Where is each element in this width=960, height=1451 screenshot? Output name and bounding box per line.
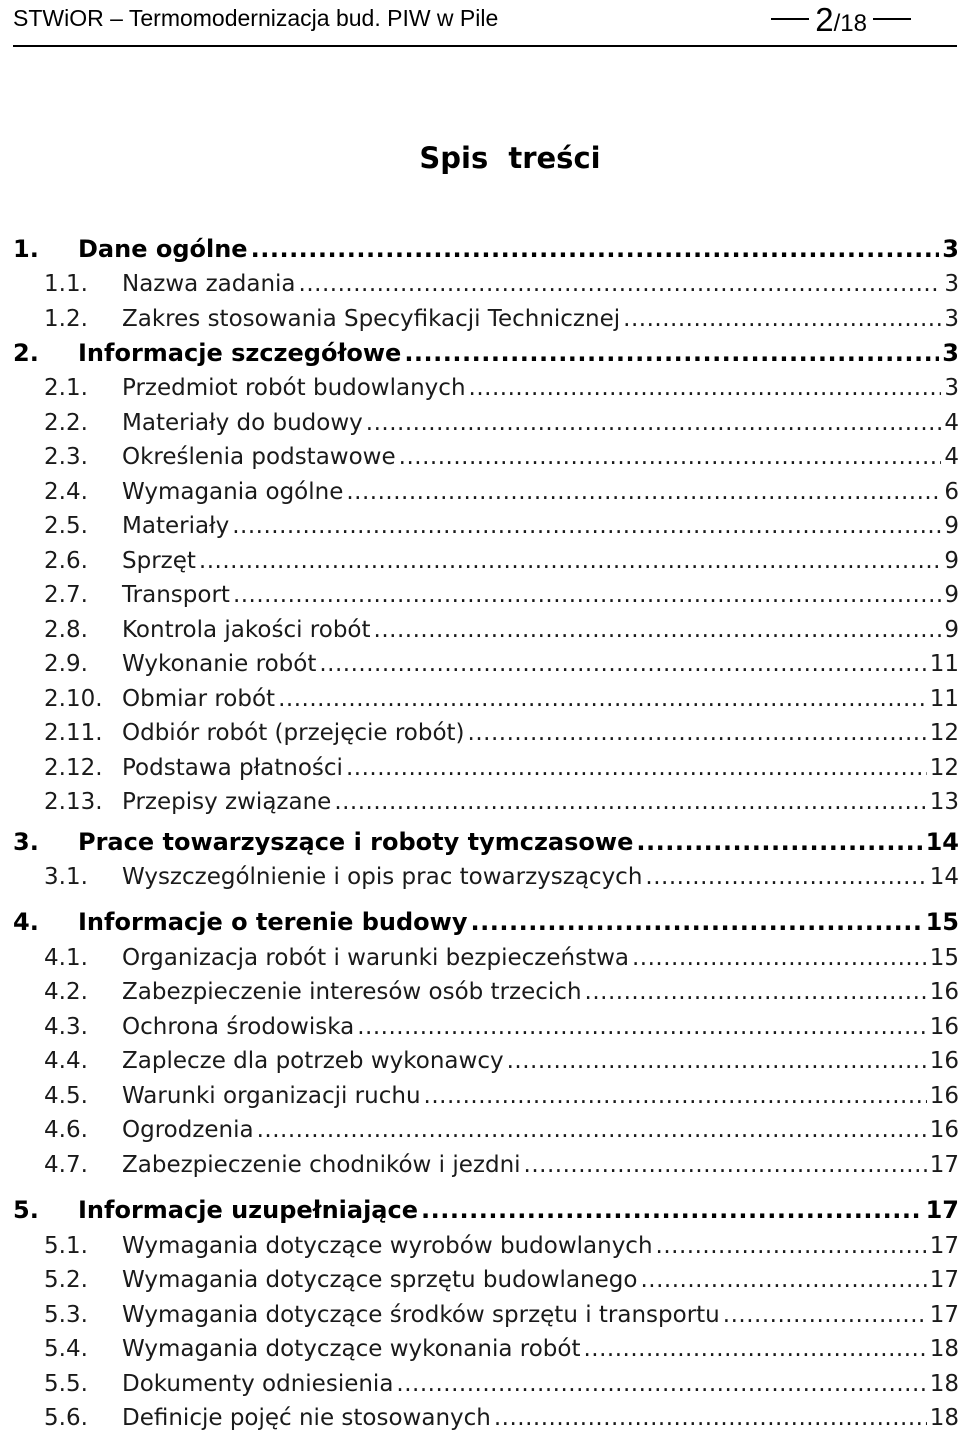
toc-entry-page: 16 xyxy=(929,1048,959,1074)
toc-entry-number: 4.1. xyxy=(44,945,88,971)
toc-entry-page: 17 xyxy=(929,1233,959,1259)
toc-entry-page: 15 xyxy=(925,908,959,936)
toc-leader-dots xyxy=(723,1302,927,1328)
toc-entry[interactable] xyxy=(13,436,959,470)
toc-entry-page: 18 xyxy=(929,1336,959,1362)
toc-leader-dots xyxy=(257,1117,927,1143)
toc-entry-page: 3 xyxy=(942,235,959,263)
toc-leader-dots xyxy=(507,1048,927,1074)
toc-entry-title: Kontrola jakości robót xyxy=(122,617,371,643)
toc-leader-dots xyxy=(468,720,927,746)
toc-entry[interactable] xyxy=(13,1109,959,1143)
toc-entry[interactable] xyxy=(13,1397,959,1431)
toc-entry-title: Materiały do budowy xyxy=(122,410,363,436)
toc-entry-number: 4. xyxy=(13,908,39,936)
toc-entry-title: Wymagania dotyczące wyrobów budowlanych xyxy=(122,1233,653,1259)
toc-entry-page: 3 xyxy=(944,375,959,401)
toc-entry-number: 2.4. xyxy=(44,479,88,505)
toc-entry-title: Informacje szczegółowe xyxy=(78,339,402,367)
toc-entry[interactable] xyxy=(13,1259,959,1293)
toc-entry-title: Określenia podstawowe xyxy=(122,444,396,470)
toc-leader-dots xyxy=(251,235,940,263)
toc-entry-page: 6 xyxy=(944,479,959,505)
toc-entry[interactable] xyxy=(13,643,959,677)
toc-entry-title: Nazwa zadania xyxy=(122,271,296,297)
toc-entry[interactable] xyxy=(13,402,959,436)
toc-entry[interactable] xyxy=(13,540,959,574)
toc-entry[interactable] xyxy=(13,505,959,539)
toc-heading: Spis treści xyxy=(419,141,601,175)
toc-entry-page: 9 xyxy=(944,513,959,539)
toc-leader-dots xyxy=(640,1267,926,1293)
toc-entry-title: Dokumenty odniesienia xyxy=(122,1371,394,1397)
toc-entry-number: 5.5. xyxy=(44,1371,88,1397)
toc-entry-title: Ogrodzenia xyxy=(122,1117,254,1143)
toc-entry[interactable] xyxy=(13,1040,959,1074)
toc-entry[interactable] xyxy=(13,902,959,936)
toc-entry-number: 4.2. xyxy=(44,979,88,1005)
toc-entry-number: 4.3. xyxy=(44,1014,88,1040)
header-rule xyxy=(13,45,957,47)
toc-entry[interactable] xyxy=(13,333,959,367)
toc-leader-dots xyxy=(421,1196,923,1224)
toc-leader-dots xyxy=(399,444,942,470)
toc-leader-dots xyxy=(374,617,942,643)
toc-entry[interactable] xyxy=(13,1190,959,1224)
toc-entry-page: 14 xyxy=(929,864,959,890)
toc-entry-number: 2.12. xyxy=(44,755,103,781)
toc-entry-page: 17 xyxy=(925,1196,959,1224)
toc-leader-dots xyxy=(319,651,926,677)
toc-entry[interactable] xyxy=(13,263,959,297)
toc-entry-title: Organizacja robót i warunki bezpieczeństwa xyxy=(122,945,629,971)
toc-entry[interactable] xyxy=(13,471,959,505)
toc-entry-number: 4.5. xyxy=(44,1083,88,1109)
toc-entry-number: 2.2. xyxy=(44,410,88,436)
toc-leader-dots xyxy=(366,410,942,436)
toc-entry-page: 11 xyxy=(929,686,959,712)
toc-entry-title: Wymagania ogólne xyxy=(122,479,344,505)
toc-entry-title: Ochrona środowiska xyxy=(122,1014,355,1040)
toc-entry-number: 2.5. xyxy=(44,513,88,539)
toc-entry-title: Wymagania dotyczące sprzętu budowlanego xyxy=(122,1267,638,1293)
toc-leader-dots xyxy=(278,686,927,712)
toc-entry-number: 4.7. xyxy=(44,1152,88,1178)
toc-leader-dots xyxy=(636,828,922,856)
toc-leader-dots xyxy=(199,548,941,574)
toc-leader-dots xyxy=(623,306,941,332)
toc-entry-page: 16 xyxy=(929,979,959,1005)
toc-leader-dots xyxy=(346,479,941,505)
toc-leader-dots xyxy=(632,945,927,971)
toc-entry-title: Transport xyxy=(122,582,230,608)
toc-entry-page: 12 xyxy=(929,755,959,781)
toc-entry-number: 1.1. xyxy=(44,271,88,297)
toc-entry[interactable] xyxy=(13,1075,959,1109)
toc-entry-title: Przedmiot robót budowlanych xyxy=(122,375,466,401)
toc-entry-number: 2.13. xyxy=(44,789,103,815)
toc-entry-title: Definicje pojęć nie stosowanych xyxy=(122,1405,491,1431)
toc-entry-title: Wymagania dotyczące wykonania robót xyxy=(122,1336,581,1362)
toc-entry-page: 14 xyxy=(925,828,959,856)
toc-entry-number: 2.6. xyxy=(44,548,88,574)
toc-entry-title: Przepisy związane xyxy=(122,789,332,815)
page-indicator xyxy=(765,2,917,38)
toc-leader-dots xyxy=(524,1152,927,1178)
toc-entry-number: 3.1. xyxy=(44,864,88,890)
toc-leader-dots xyxy=(424,1083,927,1109)
page-dash-left xyxy=(771,18,809,20)
toc-entry[interactable] xyxy=(13,574,959,608)
toc-leader-dots xyxy=(583,1336,926,1362)
toc-entry-number: 4.4. xyxy=(44,1048,88,1074)
toc-entry-title: Dane ogólne xyxy=(78,235,248,263)
toc-entry-page: 18 xyxy=(929,1371,959,1397)
toc-leader-dots xyxy=(469,375,942,401)
toc-entry[interactable] xyxy=(13,229,959,263)
toc-entry[interactable] xyxy=(13,367,959,401)
toc-entry-title: Wyszczególnienie i opis prac towarzyszących xyxy=(122,864,643,890)
toc-entry-number: 2.8. xyxy=(44,617,88,643)
toc-leader-dots xyxy=(232,513,941,539)
toc-entry[interactable] xyxy=(13,1225,959,1259)
toc-leader-dots xyxy=(299,271,942,297)
toc-leader-dots xyxy=(404,339,939,367)
toc-entry-page: 15 xyxy=(929,945,959,971)
toc-leader-dots xyxy=(585,979,927,1005)
toc-entry-page: 13 xyxy=(929,789,959,815)
toc-entry-title: Informacje uzupełniające xyxy=(78,1196,419,1224)
toc-entry[interactable] xyxy=(13,971,959,1005)
toc-entry-title: Prace towarzyszące i roboty tymczasowe xyxy=(78,828,634,856)
toc-entry-page: 4 xyxy=(944,410,959,436)
toc-entry-number: 2.10. xyxy=(44,686,103,712)
toc-entry-page: 3 xyxy=(942,339,959,367)
toc-entry-title: Warunki organizacji ruchu xyxy=(122,1083,421,1109)
toc-entry[interactable] xyxy=(13,712,959,746)
toc-entry-number: 3. xyxy=(13,828,39,856)
toc-entry-number: 5.4. xyxy=(44,1336,88,1362)
toc-entry-title: Zaplecze dla potrzeb wykonawcy xyxy=(122,1048,504,1074)
toc-entry-number: 2.9. xyxy=(44,651,88,677)
toc-entry-number: 2.11. xyxy=(44,720,103,746)
toc-entry-number: 1. xyxy=(13,235,39,263)
toc-entry[interactable] xyxy=(13,1294,959,1328)
toc-entry[interactable] xyxy=(13,609,959,643)
toc-leader-dots xyxy=(656,1233,927,1259)
toc-entry-title: Zabezpieczenie chodników i jezdni xyxy=(122,1152,521,1178)
toc-entry-page: 18 xyxy=(929,1405,959,1431)
toc-entry-page: 16 xyxy=(929,1117,959,1143)
toc-entry[interactable] xyxy=(13,678,959,712)
page-total: /18 xyxy=(833,10,867,37)
toc-entry-page: 9 xyxy=(944,548,959,574)
toc-entry-page: 16 xyxy=(929,1014,959,1040)
toc-entry-page: 16 xyxy=(929,1083,959,1109)
toc-entry-number: 5.3. xyxy=(44,1302,88,1328)
toc-entry-title: Zabezpieczenie interesów osób trzecich xyxy=(122,979,582,1005)
toc-entry-title: Obmiar robót xyxy=(122,686,276,712)
toc-entry-number: 5.2. xyxy=(44,1267,88,1293)
toc-entry-page: 17 xyxy=(929,1267,959,1293)
toc-entry[interactable] xyxy=(13,1328,959,1362)
page-header xyxy=(13,1,957,38)
toc-entry-title: Podstawa płatności xyxy=(122,755,343,781)
toc-entry-number: 5.6. xyxy=(44,1405,88,1431)
toc-entry-number: 4.6. xyxy=(44,1117,88,1143)
toc-entry-title: Odbiór robót (przejęcie robót) xyxy=(122,720,465,746)
toc-entry-page: 17 xyxy=(929,1302,959,1328)
toc-entry-number: 2.7. xyxy=(44,582,88,608)
toc-leader-dots xyxy=(346,755,927,781)
toc-entry-number: 2. xyxy=(13,339,39,367)
toc-entry-title: Sprzęt xyxy=(122,548,196,574)
toc-entry[interactable] xyxy=(13,937,959,971)
toc-leader-dots xyxy=(494,1405,927,1431)
toc-entry-page: 17 xyxy=(929,1152,959,1178)
toc-leader-dots xyxy=(396,1371,926,1397)
toc-entry[interactable] xyxy=(13,747,959,781)
page-dash-right xyxy=(873,18,911,20)
toc-entry[interactable] xyxy=(13,1006,959,1040)
toc-entry-page: 11 xyxy=(929,651,959,677)
toc-entry[interactable] xyxy=(13,1363,959,1397)
toc-leader-dots xyxy=(357,1014,927,1040)
toc-entry-title: Zakres stosowania Specyfikacji Technicznej xyxy=(122,306,621,332)
toc-entry-number: 5.1. xyxy=(44,1233,88,1259)
toc-entry[interactable] xyxy=(13,856,959,890)
toc-entry-title: Wymagania dotyczące środków sprzętu i transportu xyxy=(122,1302,720,1328)
toc-entry[interactable] xyxy=(13,822,959,856)
toc-entry-title: Wykonanie robót xyxy=(122,651,317,677)
document-title: STWiOR – Termomodernizacja bud. PIW w Pile xyxy=(13,5,499,31)
toc-entry-page: 12 xyxy=(929,720,959,746)
toc-entry-page: 4 xyxy=(944,444,959,470)
toc-entry-title: Materiały xyxy=(122,513,230,539)
toc-entry-number: 2.3. xyxy=(44,444,88,470)
toc-entry-number: 2.1. xyxy=(44,375,88,401)
toc-entry-title: Informacje o terenie budowy xyxy=(78,908,468,936)
toc-leader-dots xyxy=(470,908,922,936)
toc-entry-number: 5. xyxy=(13,1196,39,1224)
toc-entry-page: 3 xyxy=(944,306,959,332)
toc-leader-dots xyxy=(334,789,926,815)
toc-entry-page: 9 xyxy=(944,617,959,643)
toc-entry-number: 1.2. xyxy=(44,306,88,332)
toc-entry-page: 9 xyxy=(944,582,959,608)
toc-leader-dots xyxy=(233,582,941,608)
toc-leader-dots xyxy=(645,864,926,890)
toc-entry[interactable] xyxy=(13,781,959,815)
toc-entry[interactable] xyxy=(13,1144,959,1178)
toc-entry-page: 3 xyxy=(944,271,959,297)
page-number: 2 xyxy=(815,1,834,38)
toc-entry[interactable] xyxy=(13,298,959,332)
